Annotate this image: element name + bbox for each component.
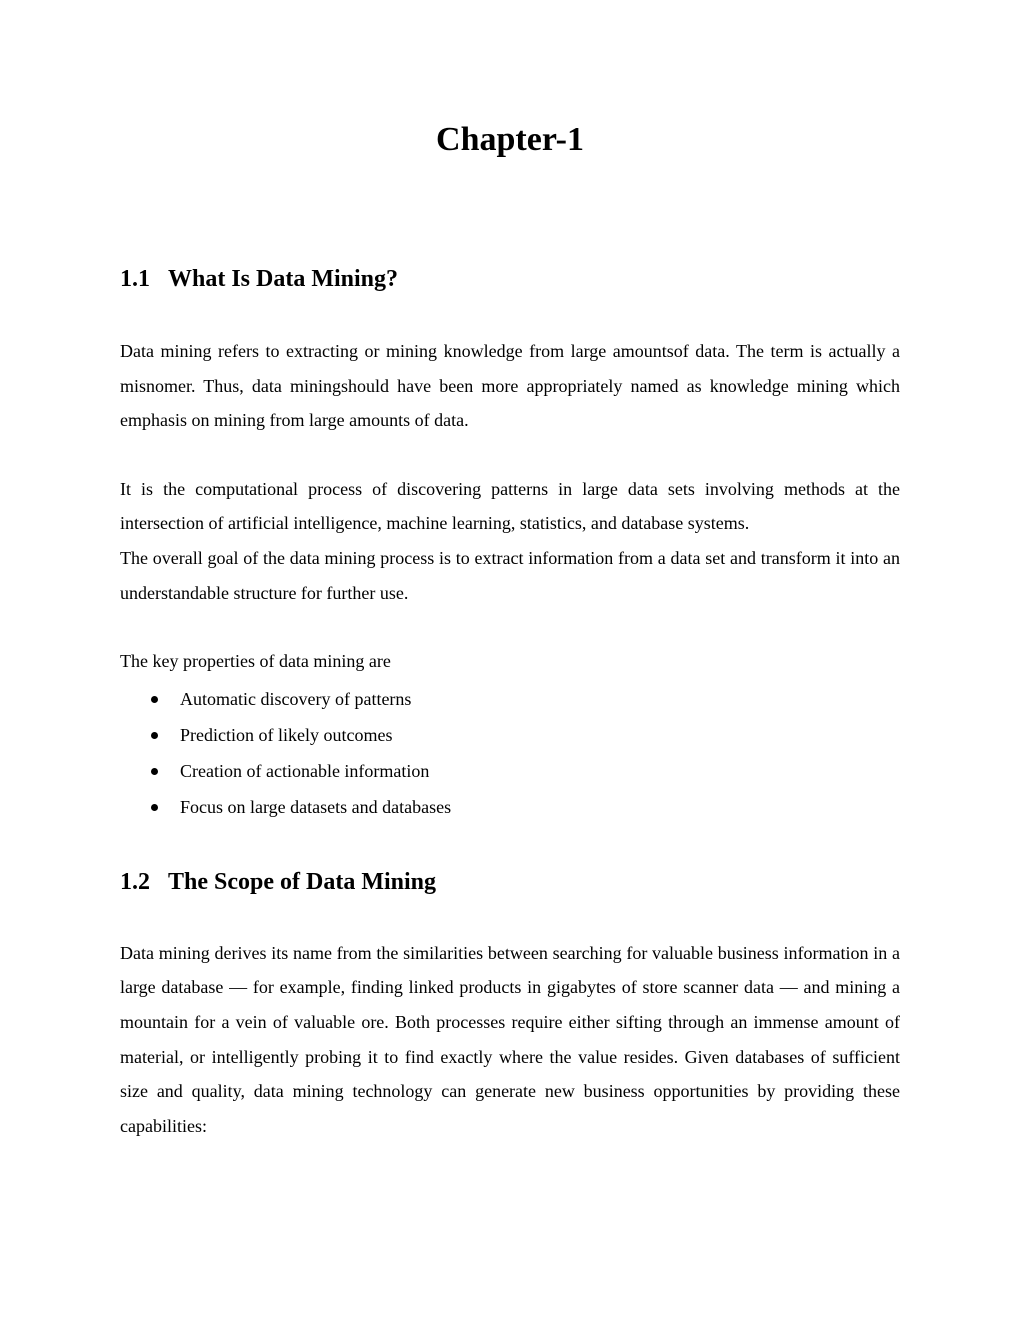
list-item-text: Creation of actionable information bbox=[180, 760, 430, 781]
list-item-text: Prediction of likely outcomes bbox=[180, 724, 393, 745]
section-heading-1-1 bbox=[120, 262, 900, 296]
list-item bbox=[120, 789, 900, 825]
bullet-icon bbox=[151, 732, 158, 739]
bullet-icon bbox=[151, 768, 158, 775]
paragraph-goal: The overall goal of the data mining process is to extract information from a data set and transform it into an understandable structure for further use. bbox=[120, 547, 900, 603]
section-title: The Scope of Data Mining bbox=[168, 868, 437, 895]
paragraph-definition: Data mining refers to extracting or mining knowledge from large amountsof data. The term is actually a misnomer. Thus, data miningshould have been more appropriately named as knowledge mining which emphasis on mining from large amounts of data. bbox=[120, 341, 900, 431]
page-content bbox=[120, 262, 900, 1143]
bullet-icon bbox=[151, 804, 158, 811]
list-item-text: Focus on large datasets and databases bbox=[180, 796, 452, 817]
list-item bbox=[120, 681, 900, 717]
section-heading-1-2 bbox=[120, 865, 900, 899]
key-properties-list bbox=[120, 681, 900, 825]
list-item bbox=[120, 753, 900, 789]
bullet-icon bbox=[151, 696, 158, 703]
list-item bbox=[120, 717, 900, 753]
section-number: 1.2 bbox=[120, 868, 150, 895]
chapter-title: Chapter-1 bbox=[436, 121, 584, 158]
section-number: 1.1 bbox=[120, 266, 150, 292]
paragraph-process: It is the computational process of discovering patterns in large data sets involving methods at the intersection of artificial intelligence, machine learning, statistics, and database systems. bbox=[120, 478, 900, 534]
list-item-text: Automatic discovery of patterns bbox=[180, 688, 412, 709]
section-title: What Is Data Mining? bbox=[168, 266, 399, 292]
paragraph-scope: Data mining derives its name from the similarities between searching for valuable business information in a large database — for example, finding linked products in gigabytes of store scanner data — and mining a mountain for a vein of valuable ore. Both processes require either sifting through an immense amount of material, or intelligently probing it to find exactly where the value resides. Given databases of sufficient size and quality, data mining technology can generate new business opportunities by providing these capabilities: bbox=[120, 942, 900, 1136]
paragraph-key-properties: The key properties of data mining are bbox=[120, 651, 391, 672]
